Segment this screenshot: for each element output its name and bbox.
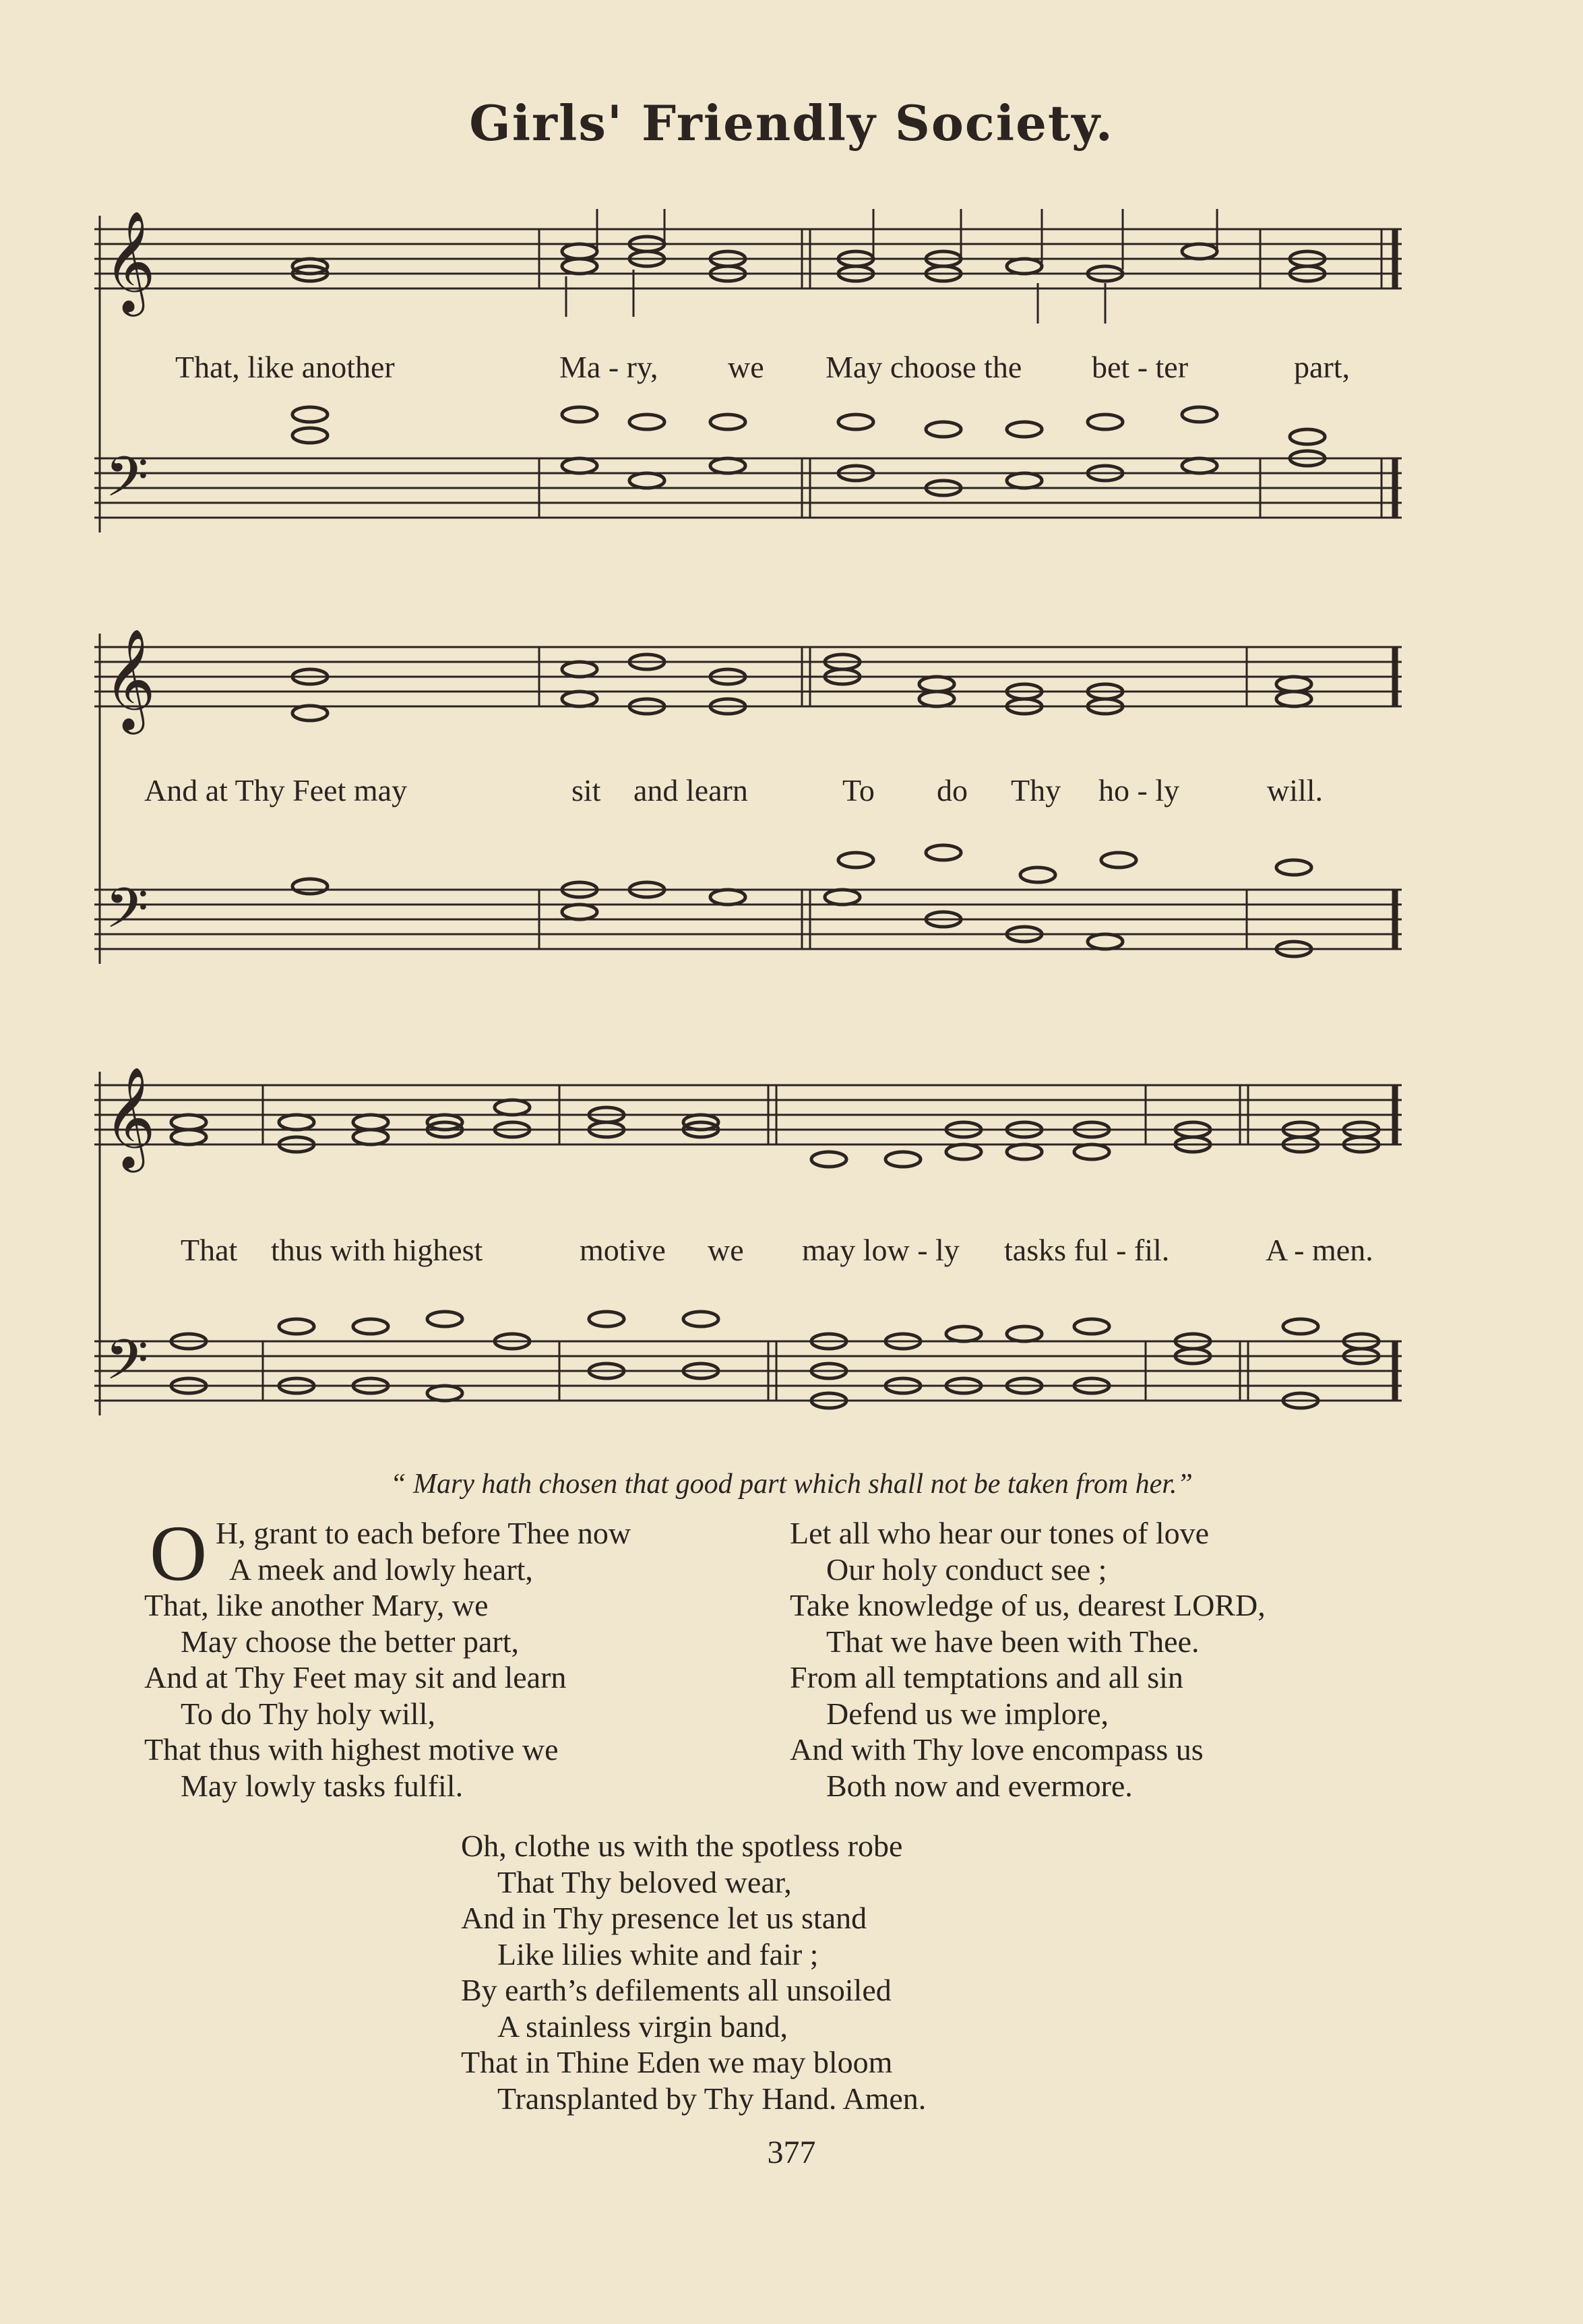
- verse-2-line-6: Defend us we implore,: [826, 1696, 1109, 1731]
- lyric-2-8: will.: [1267, 773, 1324, 807]
- svg-text:𝄞: 𝄞: [104, 1066, 156, 1168]
- bass-staff: [94, 458, 1402, 518]
- lyric-2-1: And at Thy Feet may: [144, 773, 408, 807]
- verse-3: [461, 1828, 926, 2116]
- lyric-1-2: Ma - ry,: [559, 350, 658, 384]
- verse-3-line-5: By earth’s defilements all unsoiled: [461, 1973, 892, 2007]
- verse-1-line-3: That, like another Mary, we: [144, 1588, 489, 1622]
- lyric-3-2: thus with highest: [271, 1233, 483, 1267]
- svg-text:𝄢: 𝄢: [105, 1327, 149, 1406]
- verse-1-line-1: H, grant to each before Thee now: [216, 1516, 631, 1550]
- music-system-2: [94, 607, 1402, 984]
- verse-3-line-6: A stainless virgin band,: [497, 2009, 788, 2044]
- lyric-2-6: Thy: [1011, 773, 1061, 807]
- verse-2-line-8: Both now and evermore.: [826, 1768, 1133, 1803]
- hymn-title: Girls' Friendly Society.: [469, 94, 1114, 152]
- lyric-1-1: That, like another: [175, 350, 395, 384]
- lyric-1-6: part,: [1294, 350, 1351, 384]
- verse-1-line-7: That thus with highest motive we: [144, 1732, 559, 1767]
- scripture-caption: “ Mary hath chosen that good part which shall not be taken from her.”: [390, 1469, 1193, 1500]
- verse-2-line-2: Our holy conduct see ;: [826, 1552, 1107, 1587]
- bass-clef: 𝄢: [105, 444, 149, 523]
- verse-2-line-7: And with Thy love encompass us: [790, 1732, 1204, 1767]
- svg-text:𝄞: 𝄞: [104, 628, 156, 730]
- lyric-2-7: ho - ly: [1098, 773, 1180, 807]
- lyric-3-3: motive: [580, 1233, 666, 1267]
- lyric-3-4: we: [708, 1233, 744, 1267]
- music-system-3: [94, 1051, 1402, 1456]
- lyric-3-5: may low - ly: [802, 1233, 960, 1267]
- lyric-2-2: sit: [571, 773, 601, 807]
- treble-clef: 𝄞: [104, 210, 156, 312]
- verse-3-line-8: Transplanted by Thy Hand. Amen.: [497, 2081, 927, 2116]
- lyric-3-1: That: [181, 1233, 238, 1267]
- verse-3-line-1: Oh, clothe us with the spotless robe: [461, 1829, 903, 1863]
- svg-text:𝄢: 𝄢: [105, 876, 149, 954]
- verse-2-line-5: From all temptations and all sin: [790, 1660, 1183, 1694]
- lyric-2-5: do: [937, 773, 968, 807]
- verse-1-line-8: May lowly tasks fulfil.: [181, 1768, 464, 1803]
- lyric-3-6: tasks ful - fil.: [1004, 1233, 1170, 1267]
- verse-1: [144, 1509, 631, 1804]
- verse-2-line-3: Take knowledge of us, dearest LORD,: [790, 1588, 1266, 1622]
- verse-3-line-2: That Thy beloved wear,: [497, 1864, 792, 1899]
- verse-1-line-2: A meek and lowly heart,: [229, 1552, 533, 1587]
- lyric-3-7: A - men.: [1266, 1233, 1373, 1267]
- music-system-1: [94, 182, 1402, 566]
- lyric-2-3: and learn: [633, 773, 748, 807]
- lyric-2-4: To: [842, 773, 875, 807]
- lyric-1-3: we: [728, 350, 764, 384]
- verse-2: [790, 1515, 1266, 1804]
- verse-1-line-6: To do Thy holy will,: [181, 1696, 435, 1731]
- verse-3-line-3: And in Thy presence let us stand: [461, 1901, 867, 1935]
- drop-cap: O: [150, 1509, 208, 1597]
- lyric-1-5: bet - ter: [1092, 350, 1189, 384]
- verse-1-line-4: May choose the better part,: [181, 1624, 519, 1659]
- verse-3-line-4: Like lilies white and fair ;: [497, 1936, 819, 1971]
- verse-3-line-7: That in Thine Eden we may bloom: [461, 2045, 893, 2079]
- verse-2-line-4: That we have been with Thee.: [826, 1624, 1200, 1659]
- lyric-1-4: May choose the: [826, 350, 1022, 384]
- page-number: 377: [767, 2135, 816, 2170]
- verse-1-line-5: And at Thy Feet may sit and learn: [144, 1660, 567, 1694]
- verse-2-line-1: Let all who hear our tones of love: [790, 1516, 1210, 1550]
